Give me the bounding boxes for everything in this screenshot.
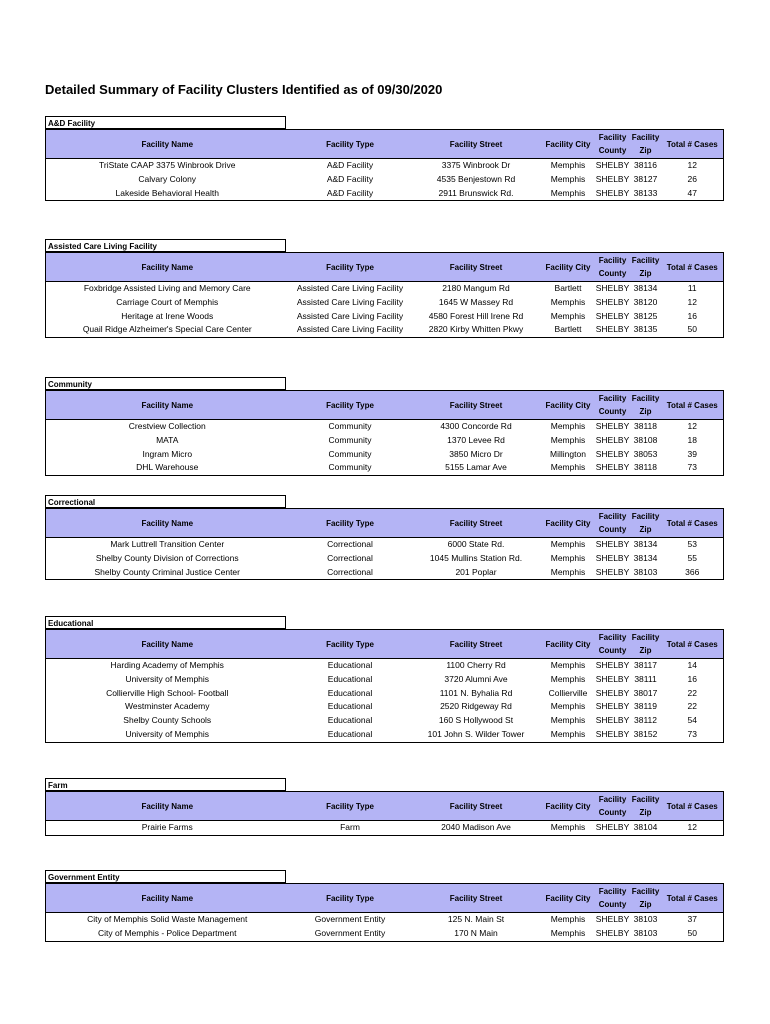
header-facility-name: Facility Name: [46, 130, 289, 159]
header-facility-type: Facility Type: [289, 884, 412, 913]
table-header-row: [46, 630, 724, 659]
cell-street: 1100 Cherry Rd: [446, 660, 506, 670]
cell-street: 160 S Hollywood St: [438, 715, 514, 726]
cell-zip: 38112: [633, 715, 657, 726]
section-label: Assisted Care Living Facility: [45, 239, 286, 252]
header-facility-type: Facility Type: [289, 130, 412, 159]
cell-total: 18: [662, 434, 724, 448]
cell-zip: 38103: [630, 566, 662, 580]
header-facility-name: Facility Name: [46, 792, 289, 821]
cell-name: Crestview Collection: [46, 420, 289, 434]
cell-county: SHELBY: [595, 173, 630, 184]
table-row: [46, 714, 724, 728]
cell-total: 22: [662, 700, 724, 714]
cell-total: 54: [662, 714, 724, 728]
cell-type: Educational: [327, 687, 373, 698]
table-header-row: [46, 792, 724, 821]
cell-zip: 38125: [633, 310, 658, 321]
table-row: [46, 913, 724, 927]
cell-name: Collierville High School- Football: [46, 687, 289, 701]
cell-total: 53: [662, 538, 724, 552]
cell-street: 6000 State Rd.: [447, 539, 505, 549]
cell-street: 1645 W Massey Rd: [438, 296, 514, 307]
cell-city: Memphis: [550, 296, 586, 307]
header-facility-street: Facility Street: [412, 391, 541, 420]
cell-city: Collierville: [548, 687, 588, 698]
cell-city: Bartlett: [541, 323, 596, 337]
cell-type: Community: [328, 434, 372, 445]
cell-type: Correctional: [289, 566, 412, 580]
cell-name: Shelby County Criminal Justice Center: [46, 566, 289, 580]
cell-street: 5155 Lamar Ave: [412, 461, 541, 475]
cell-type: Assisted Care Living Facility: [296, 283, 404, 293]
cell-type: Correctional: [327, 539, 373, 549]
cell-city: Memphis: [541, 821, 596, 836]
cell-zip: 38017: [633, 687, 658, 698]
header-facility-county: Facility County: [596, 130, 630, 159]
cell-type: Educational: [327, 673, 373, 684]
section-label: A&D Facility: [45, 116, 286, 129]
table-row: [46, 538, 724, 552]
cell-zip: 38103: [630, 927, 662, 941]
header-facility-city: Facility City: [541, 130, 596, 159]
cell-county: SHELBY: [596, 461, 630, 475]
cell-name: DHL Warehouse: [46, 461, 289, 475]
cell-total: 16: [662, 310, 724, 324]
cell-type: Correctional: [327, 552, 373, 563]
cell-zip: 38116: [633, 160, 657, 170]
facility-section: [45, 495, 723, 580]
cell-name: Quail Ridge Alzheimer's Special Care Center: [46, 323, 289, 337]
header-total-cases: Total # Cases: [662, 130, 724, 159]
cell-zip: 38134: [633, 283, 658, 293]
cell-type: Assisted Care Living Facility: [289, 323, 412, 337]
cell-city: Memphis: [550, 539, 586, 549]
cell-type: Government Entity: [314, 914, 386, 924]
header-facility-street: Facility Street: [412, 253, 541, 282]
cell-zip: 38133: [630, 187, 662, 201]
cell-total: 73: [662, 728, 724, 742]
facility-section: [45, 377, 723, 476]
cell-street: 2040 Madison Ave: [412, 821, 541, 836]
cell-city: Memphis: [550, 914, 586, 924]
cell-name: Shelby County Division of Corrections: [46, 552, 289, 566]
cell-county: SHELBY: [595, 687, 630, 698]
cell-zip: 38108: [633, 434, 658, 445]
header-facility-county: Facility County: [596, 391, 630, 420]
facility-section: [45, 116, 723, 201]
cell-total: 55: [662, 552, 724, 566]
header-facility-name: Facility Name: [46, 630, 289, 659]
cell-zip: 38127: [633, 173, 658, 184]
table-header-row: [46, 391, 724, 420]
cell-total: 50: [662, 323, 724, 337]
table-row: [46, 673, 724, 687]
cell-county: SHELBY: [595, 283, 630, 293]
section-label: Farm: [45, 778, 286, 791]
header-total-cases: Total # Cases: [662, 630, 724, 659]
cell-county: SHELBY: [595, 660, 630, 670]
cell-city: Memphis: [541, 461, 596, 475]
cell-total: 22: [662, 687, 724, 701]
cell-type: A&D Facility: [289, 187, 412, 201]
cell-name: TriState CAAP 3375 Winbrook Drive: [46, 159, 289, 173]
cell-zip: 38135: [630, 323, 662, 337]
cell-city: Memphis: [550, 701, 586, 712]
facility-section: [45, 778, 723, 836]
header-total-cases: Total # Cases: [662, 391, 724, 420]
header-facility-name: Facility Name: [46, 509, 289, 538]
cell-name: City of Memphis - Police Department: [46, 927, 289, 941]
cell-county: SHELBY: [595, 673, 630, 684]
table-row: [46, 659, 724, 673]
cell-zip: 38103: [633, 914, 658, 924]
cell-zip: 38152: [630, 728, 662, 742]
cell-type: Educational: [289, 728, 412, 742]
cell-street: 3720 Alumni Ave: [444, 673, 508, 684]
header-facility-street: Facility Street: [412, 792, 541, 821]
header-facility-type: Facility Type: [289, 253, 412, 282]
header-facility-city: Facility City: [541, 630, 596, 659]
cell-city: Memphis: [541, 728, 596, 742]
cell-city: Memphis: [550, 421, 586, 431]
table-header-row: [46, 253, 724, 282]
table-row: [46, 566, 724, 580]
cell-total: 50: [662, 927, 724, 941]
cell-city: Memphis: [550, 310, 586, 321]
header-facility-type: Facility Type: [289, 792, 412, 821]
cell-street: 101 John S. Wilder Tower: [412, 728, 541, 742]
cell-zip: 38117: [633, 660, 657, 670]
header-facility-city: Facility City: [541, 253, 596, 282]
table-row: [46, 728, 724, 742]
cell-zip: 38111: [634, 673, 657, 684]
cell-name: University of Memphis: [46, 673, 289, 687]
cell-city: Memphis: [550, 673, 586, 684]
table-row: [46, 821, 724, 836]
header-facility-city: Facility City: [541, 884, 596, 913]
cell-type: Community: [289, 461, 412, 475]
facility-table: [45, 883, 724, 942]
cell-total: 366: [662, 566, 724, 580]
header-facility-zip: Facility Zip: [630, 391, 662, 420]
table-row: [46, 434, 724, 448]
cell-city: Memphis: [541, 566, 596, 580]
cell-total: 12: [662, 159, 724, 173]
header-facility-county: Facility County: [596, 509, 630, 538]
cell-county: SHELBY: [596, 187, 630, 201]
table-header-row: [46, 130, 724, 159]
header-facility-county: Facility County: [596, 630, 630, 659]
cell-zip: 38134: [633, 552, 658, 563]
cell-city: Memphis: [541, 187, 596, 201]
header-facility-city: Facility City: [541, 391, 596, 420]
header-facility-street: Facility Street: [412, 884, 541, 913]
header-facility-city: Facility City: [541, 792, 596, 821]
header-facility-type: Facility Type: [289, 630, 412, 659]
cell-county: SHELBY: [596, 821, 630, 836]
cell-total: 26: [662, 173, 724, 187]
section-label: Educational: [45, 616, 286, 629]
cell-city: Memphis: [550, 660, 586, 670]
header-facility-zip: Facility Zip: [630, 253, 662, 282]
cell-name: Lakeside Behavioral Health: [46, 187, 289, 201]
cell-county: SHELBY: [595, 539, 630, 549]
header-facility-county: Facility County: [596, 884, 630, 913]
table-row: [46, 448, 724, 462]
header-facility-zip: Facility Zip: [630, 130, 662, 159]
header-total-cases: Total # Cases: [662, 253, 724, 282]
header-facility-name: Facility Name: [46, 884, 289, 913]
table-row: [46, 420, 724, 434]
facility-table: [45, 252, 724, 338]
cell-street: 201 Poplar: [412, 566, 541, 580]
cell-name: Foxbridge Assisted Living and Memory Care: [46, 282, 289, 296]
facility-section: [45, 870, 723, 942]
cell-street: 2911 Brunswick Rd.: [412, 187, 541, 201]
section-label: Government Entity: [45, 870, 286, 883]
cell-city: Memphis: [541, 927, 596, 941]
cell-name: University of Memphis: [46, 728, 289, 742]
table-row: [46, 687, 724, 701]
cell-type: Educational: [327, 701, 373, 712]
facility-section: [45, 616, 723, 743]
cell-total: 16: [662, 673, 724, 687]
cell-street: 3850 Micro Dr: [449, 448, 503, 459]
cell-street: 3375 Winbrook Dr: [441, 160, 511, 170]
cell-type: Government Entity: [289, 927, 412, 941]
cell-county: SHELBY: [595, 310, 630, 321]
cell-type: A&D Facility: [326, 160, 374, 170]
cell-type: Assisted Care Living Facility: [296, 296, 404, 307]
cell-zip: 38118: [633, 421, 657, 431]
cell-total: 39: [662, 448, 724, 462]
cell-county: SHELBY: [595, 421, 630, 431]
cell-street: 4580 Forest Hill Irene Rd: [428, 310, 524, 321]
cell-total: 12: [662, 296, 724, 310]
cell-street: 4300 Concorde Rd: [440, 421, 512, 431]
facility-table: [45, 791, 724, 836]
cell-street: 125 N. Main St: [447, 914, 505, 924]
cell-type: Community: [328, 448, 372, 459]
cell-name: Prairie Farms: [46, 821, 289, 836]
cell-county: SHELBY: [595, 434, 630, 445]
cell-total: 73: [662, 461, 724, 475]
header-facility-type: Facility Type: [289, 391, 412, 420]
header-facility-type: Facility Type: [289, 509, 412, 538]
table-header-row: [46, 884, 724, 913]
table-row: [46, 173, 724, 187]
cell-county: SHELBY: [595, 552, 630, 563]
cell-total: 12: [662, 821, 724, 836]
header-total-cases: Total # Cases: [662, 884, 724, 913]
cell-city: Memphis: [550, 160, 586, 170]
cell-name: Mark Luttrell Transition Center: [46, 538, 289, 552]
facility-table: [45, 629, 724, 743]
header-total-cases: Total # Cases: [662, 509, 724, 538]
cell-county: SHELBY: [595, 914, 630, 924]
cell-street: 1045 Mullins Station Rd.: [429, 552, 523, 563]
facility-table: [45, 390, 724, 476]
cell-name: Harding Academy of Memphis: [46, 659, 289, 673]
cell-type: Community: [328, 421, 372, 431]
cell-total: 47: [662, 187, 724, 201]
cell-county: SHELBY: [595, 448, 630, 459]
cell-type: Assisted Care Living Facility: [296, 310, 404, 321]
cell-street: 2520 Ridgeway Rd: [440, 701, 512, 712]
table-row: [46, 700, 724, 714]
cell-name: Ingram Micro: [46, 448, 289, 462]
cell-name: Shelby County Schools: [46, 714, 289, 728]
cell-street: 2820 Kirby Whitten Pkwy: [412, 323, 541, 337]
cell-county: SHELBY: [595, 701, 630, 712]
cell-zip: 38104: [630, 821, 662, 836]
header-facility-name: Facility Name: [46, 391, 289, 420]
cell-zip: 38118: [630, 461, 662, 475]
header-total-cases: Total # Cases: [662, 792, 724, 821]
table-header-row: [46, 509, 724, 538]
cell-county: SHELBY: [595, 715, 630, 726]
cell-total: 37: [662, 913, 724, 927]
cell-zip: 38053: [633, 448, 658, 459]
cell-county: SHELBY: [595, 160, 630, 170]
cell-street: 4535 Benjestown Rd: [436, 173, 516, 184]
cell-county: SHELBY: [596, 566, 630, 580]
cell-total: 12: [662, 420, 724, 434]
table-row: [46, 552, 724, 566]
cell-street: 2180 Mangum Rd: [442, 283, 510, 293]
cell-name: Carriage Court of Memphis: [46, 296, 289, 310]
cell-county: SHELBY: [596, 927, 630, 941]
cell-type: Educational: [327, 660, 373, 670]
cell-city: Millington: [550, 448, 586, 459]
header-facility-zip: Facility Zip: [630, 792, 662, 821]
table-row: [46, 282, 724, 296]
cell-zip: 38134: [633, 539, 658, 549]
header-facility-zip: Facility Zip: [630, 884, 662, 913]
table-row: [46, 296, 724, 310]
cell-city: Memphis: [550, 434, 586, 445]
cell-name: Heritage at Irene Woods: [46, 310, 289, 324]
header-facility-county: Facility County: [596, 792, 630, 821]
facility-table: [45, 508, 724, 580]
table-row: [46, 323, 724, 337]
section-label: Community: [45, 377, 286, 390]
cell-name: Calvary Colony: [46, 173, 289, 187]
cell-name: Westminster Academy: [46, 700, 289, 714]
cell-street: 1101 N. Byhalia Rd: [439, 687, 513, 698]
cell-county: SHELBY: [596, 728, 630, 742]
header-facility-street: Facility Street: [412, 130, 541, 159]
table-row: [46, 461, 724, 475]
header-facility-zip: Facility Zip: [630, 509, 662, 538]
header-facility-zip: Facility Zip: [630, 630, 662, 659]
cell-zip: 38120: [633, 296, 658, 307]
table-row: [46, 310, 724, 324]
cell-county: SHELBY: [595, 296, 630, 307]
cell-zip: 38119: [633, 701, 657, 712]
cell-city: Memphis: [550, 715, 586, 726]
cell-name: MATA: [46, 434, 289, 448]
table-row: [46, 159, 724, 173]
cell-type: Educational: [327, 715, 373, 726]
facility-table: [45, 129, 724, 201]
cell-city: Bartlett: [554, 283, 582, 293]
facility-section: [45, 239, 723, 338]
cell-name: City of Memphis Solid Waste Management: [46, 913, 289, 927]
section-label: Correctional: [45, 495, 286, 508]
cell-total: 14: [662, 659, 724, 673]
header-facility-street: Facility Street: [412, 509, 541, 538]
page-title: Detailed Summary of Facility Clusters Identified as of 09/30/2020: [45, 82, 443, 97]
header-facility-county: Facility County: [596, 253, 630, 282]
cell-city: Memphis: [550, 173, 586, 184]
cell-city: Memphis: [550, 552, 586, 563]
cell-street: 1370 Levee Rd: [447, 434, 505, 445]
table-row: [46, 927, 724, 941]
cell-street: 170 N Main: [412, 927, 541, 941]
header-facility-name: Facility Name: [46, 253, 289, 282]
header-facility-city: Facility City: [541, 509, 596, 538]
header-facility-street: Facility Street: [412, 630, 541, 659]
table-row: [46, 187, 724, 201]
cell-county: SHELBY: [596, 323, 630, 337]
cell-total: 11: [662, 282, 724, 296]
cell-type: A&D Facility: [326, 173, 374, 184]
cell-type: Farm: [289, 821, 412, 836]
